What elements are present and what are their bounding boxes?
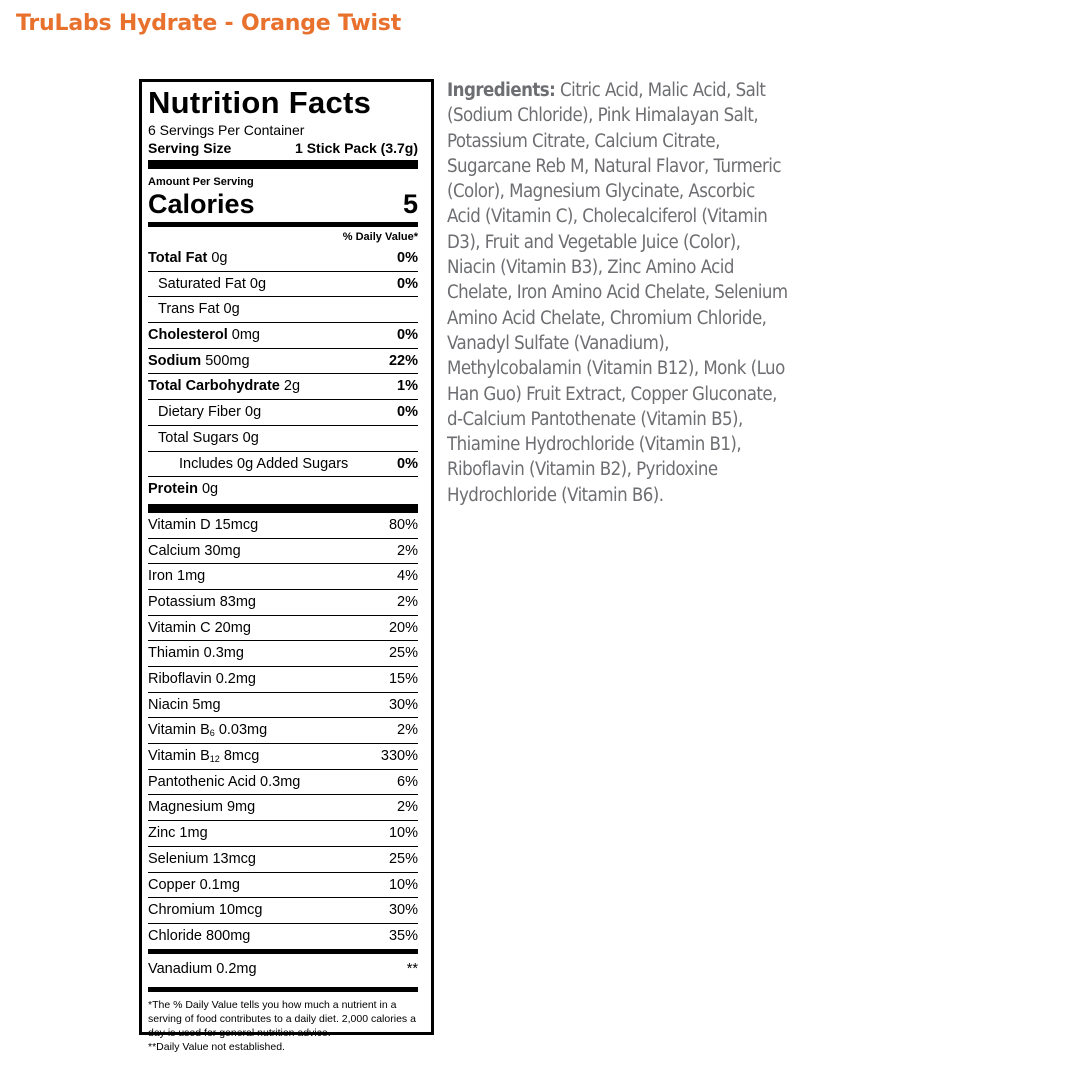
vitamin-label <box>148 539 241 564</box>
vitamin-dv: 80% <box>388 516 418 533</box>
nutrient-list <box>148 246 418 502</box>
footnote-daily-value: *The % Daily Value tells you how much a nutrient in a serving of food contributes to a daily diet. 2,000 calories a day is used for general nutrition advice. <box>148 998 416 1039</box>
vitamin-name: Vitamin B <box>148 748 210 765</box>
vitamin-row <box>148 743 418 769</box>
nutrient-amount: 0g <box>197 481 219 498</box>
vitamin-name: Calcium 30mg <box>148 542 241 559</box>
nutrient-dv: 22% <box>388 352 418 369</box>
vitamin-dv: 2% <box>397 722 418 739</box>
nutrient-dv: 1% <box>397 378 418 395</box>
vitamin-row <box>148 640 418 666</box>
nutrient-amount: 500mg <box>201 352 250 369</box>
vanadium-label: Vanadium 0.2mg <box>148 960 257 977</box>
vitamin-label <box>148 718 267 743</box>
nutrient-dv: 0% <box>397 250 418 266</box>
vitamin-name: Potassium 83mg <box>148 593 256 610</box>
vitamin-row <box>148 769 418 795</box>
nutrient-label <box>148 349 250 374</box>
vitamin-name: Copper 0.1mg <box>148 876 240 893</box>
vitamin-label <box>148 513 258 538</box>
vitamin-row <box>148 897 418 923</box>
calories-row <box>148 190 418 218</box>
vitamin-row <box>148 589 418 615</box>
nutrient-name: Total Fat <box>148 250 208 266</box>
vitamin-name: Chloride 800mg <box>148 927 251 944</box>
vitamin-row <box>148 692 418 718</box>
thick-divider <box>148 160 418 169</box>
vitamin-subscript: 6 <box>209 728 215 739</box>
vitamin-dv: 10% <box>388 876 418 893</box>
nutrient-row <box>148 271 418 297</box>
vitamin-amount: 8mcg <box>219 748 260 765</box>
nutrient-amount: 2g <box>279 378 301 395</box>
nutrient-row <box>148 348 418 374</box>
footnote <box>148 992 418 1054</box>
ingredients-text <box>447 78 789 508</box>
vitamin-row <box>148 666 418 692</box>
nutrient-label <box>148 477 218 502</box>
vitamin-label <box>148 616 251 641</box>
vitamin-label <box>148 667 256 692</box>
thick-divider-vitamins <box>148 504 418 513</box>
vitamin-label <box>148 744 259 769</box>
vitamin-subscript: 12 <box>209 754 220 765</box>
nutrient-label <box>148 452 348 477</box>
nutrient-label <box>148 426 259 451</box>
vitamin-dv: 30% <box>388 902 418 919</box>
vitamin-row <box>148 513 418 538</box>
vitamin-dv: 6% <box>397 773 418 790</box>
nutrient-row <box>148 399 418 425</box>
calories-value: 5 <box>402 189 418 219</box>
nutrient-dv: 0% <box>397 275 418 292</box>
vitamin-amount: 0.03mg <box>214 722 268 739</box>
vitamin-name: Chromium 10mcg <box>148 902 263 919</box>
servings-per-container: 6 Servings Per Container <box>148 122 305 138</box>
vitamin-dv: 15% <box>388 671 418 687</box>
vitamin-row <box>148 846 418 872</box>
vitamin-row <box>148 820 418 846</box>
vitamin-dv: 330% <box>380 748 418 765</box>
nutrition-facts-panel <box>139 79 434 1053</box>
vitamin-label <box>148 924 250 949</box>
nutrient-name: Total Carbohydrate <box>148 378 280 395</box>
product-title: TruLabs Hydrate - Orange Twist <box>16 11 402 36</box>
nutrient-dv: 0% <box>397 455 418 472</box>
nutrient-row <box>148 373 418 399</box>
vitamin-dv: 25% <box>388 645 418 662</box>
vitamin-name: Riboflavin 0.2mg <box>148 671 256 687</box>
nutrient-label <box>148 400 261 425</box>
nutrient-label <box>148 297 240 322</box>
vitamin-dv: 35% <box>388 927 418 944</box>
vitamin-label <box>148 795 255 820</box>
vitamin-dv: 30% <box>388 696 418 713</box>
vitamin-name: Zinc 1mg <box>148 825 208 842</box>
nutrient-name: Includes 0g Added Sugars <box>179 455 349 472</box>
vitamin-name: Vitamin B <box>148 722 210 739</box>
vitamin-dv: 20% <box>388 619 418 636</box>
nutrient-name: Total Sugars 0g <box>158 429 259 446</box>
daily-value-header: % Daily Value* <box>342 231 418 243</box>
vitamin-dv: 2% <box>397 593 418 610</box>
vitamin-label <box>148 873 240 898</box>
vitamin-label <box>148 821 208 846</box>
nutrient-name: Dietary Fiber 0g <box>158 404 262 421</box>
nutrient-dv: 0% <box>397 327 418 344</box>
nutrient-name: Cholesterol <box>148 327 228 344</box>
vitamin-label <box>148 693 221 718</box>
nutrient-row <box>148 296 418 322</box>
vitamin-row <box>148 717 418 743</box>
vitamin-name: Thiamin 0.3mg <box>148 645 244 662</box>
nutrient-amount: 0g <box>207 250 228 266</box>
nutrient-row <box>148 322 418 348</box>
serving-size <box>148 139 418 157</box>
vitamin-row <box>148 563 418 589</box>
vitamin-label <box>148 898 262 923</box>
serving-size-label: Serving Size <box>148 140 232 156</box>
vitamin-label <box>148 847 256 872</box>
nutrient-name: Sodium <box>148 352 202 369</box>
footnote-not-established: **Daily Value not established. <box>148 1040 285 1053</box>
vitamin-label <box>148 641 244 666</box>
nutrient-name: Saturated Fat 0g <box>158 275 267 292</box>
nutrient-row <box>148 451 418 477</box>
nutrient-amount: 0mg <box>227 327 261 344</box>
vitamin-dv: 10% <box>388 825 418 842</box>
nutrient-row <box>148 425 418 451</box>
vitamin-name: Vitamin D 15mcg <box>148 516 259 533</box>
vitamin-label <box>148 590 256 615</box>
vitamin-row <box>148 615 418 641</box>
vitamin-name: Pantothenic Acid 0.3mg <box>148 773 301 790</box>
nutrient-name: Trans Fat 0g <box>158 301 240 318</box>
vitamin-list <box>148 513 418 949</box>
nutrient-label <box>148 374 300 399</box>
nutrient-name: Protein <box>148 481 198 498</box>
vitamin-name: Niacin 5mg <box>148 696 221 713</box>
vitamin-name: Selenium 13mcg <box>148 850 256 867</box>
vitamin-name: Iron 1mg <box>148 568 206 585</box>
vitamin-dv: 2% <box>397 799 418 816</box>
vitamin-row <box>148 794 418 820</box>
vitamin-name: Vitamin C 20mg <box>148 619 251 636</box>
vitamin-dv: 4% <box>397 568 418 585</box>
calories-label: Calories <box>148 189 255 219</box>
nutrient-label <box>148 323 260 348</box>
nutrient-label <box>148 246 228 271</box>
vitamin-row <box>148 538 418 564</box>
vitamin-row <box>148 923 418 949</box>
nutrient-row <box>148 476 418 502</box>
serving-size-value: 1 Stick Pack (3.7g) <box>295 140 418 156</box>
ingredients-list: Citric Acid, Malic Acid, Salt (Sodium Chloride), Pink Himalayan Salt, Potassium Citrate, Calcium Citrate, Sugarcane Reb M, Natural Flavor, Turmeric (Color), Magnesium Glycinate, Ascorbic Acid (Vitamin C), Cholecalciferol (Vitamin D3), Fruit and Vegetable Juice (Color), Niacin (Vitamin B3), Zinc Amino Acid Chelate, Iron Amino Acid Chelate, Selenium Amino Acid Chelate, Chromium Chloride, Vanadyl Sulfate (Vanadium), Methylcobalamin (Vitamin B12), Monk (Luo Han Guo) Fruit Extract, Copper Gluconate, d-Calcium Pantothenate (Vitamin B5), Thiamine Hydrochloride (Vitamin B1), Riboflavin (Vitamin B2), Pyridoxine Hydrochloride (Vitamin B6). <box>447 80 788 506</box>
vitamin-name: Magnesium 9mg <box>148 799 256 816</box>
vitamin-dv: 25% <box>388 850 418 867</box>
ingredients-label: Ingredients: <box>447 80 556 101</box>
vitamin-label <box>148 564 205 589</box>
nutrient-label <box>148 272 266 297</box>
vitamin-row <box>148 872 418 898</box>
amount-per-serving: Amount Per Serving <box>148 176 254 188</box>
vanadium-row <box>148 954 418 982</box>
nutrition-facts-heading: Nutrition Facts <box>148 85 372 120</box>
nutrient-row <box>148 246 418 271</box>
vitamin-dv: 2% <box>397 542 418 559</box>
vitamin-label <box>148 770 300 795</box>
vanadium-dv: ** <box>406 960 418 977</box>
nutrient-dv: 0% <box>397 404 418 421</box>
